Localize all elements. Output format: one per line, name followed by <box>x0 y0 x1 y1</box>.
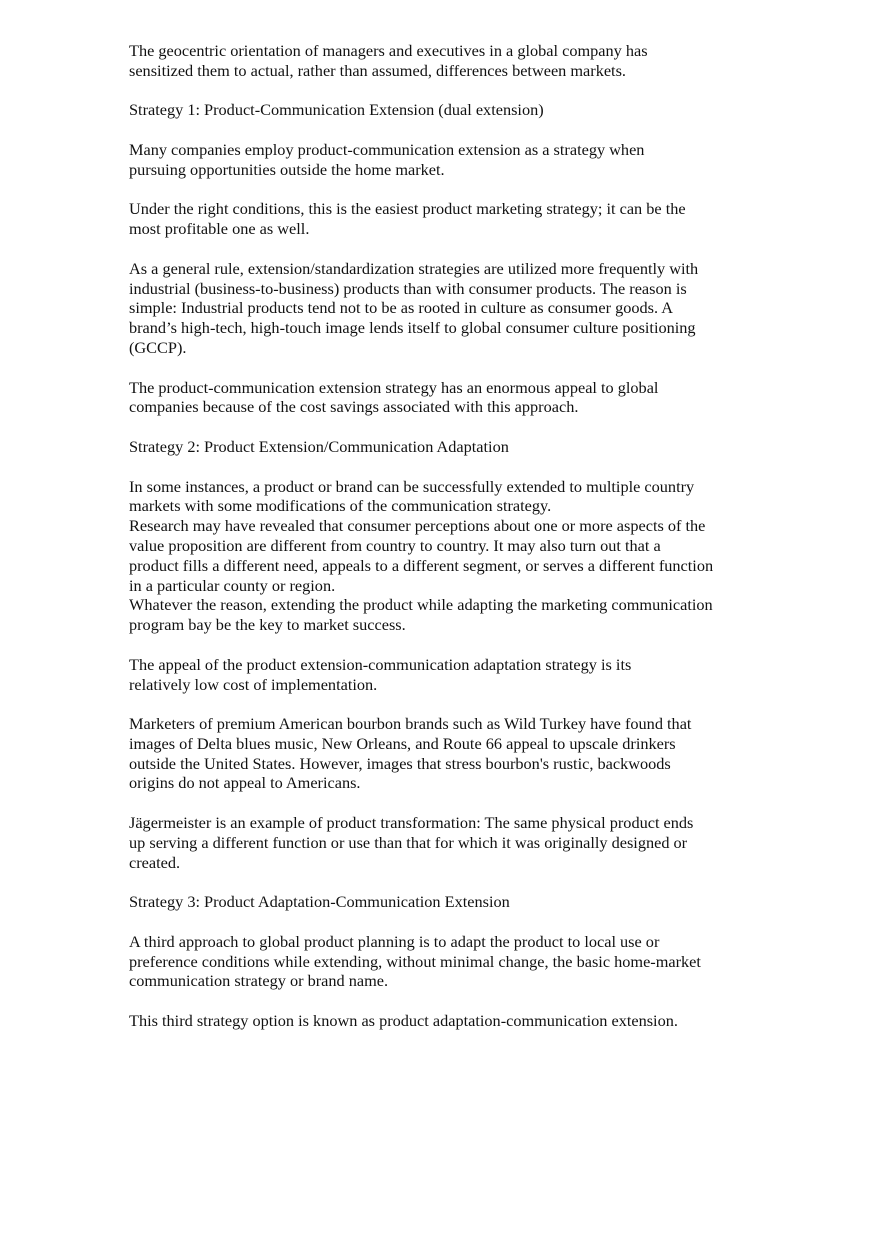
text-line: origins do not appeal to Americans. <box>129 773 361 793</box>
text-line: Whatever the reason, extending the product while adapting the marketing communication <box>129 595 713 615</box>
text-line: brand’s high-tech, high-touch image lends itself to global consumer culture positioning <box>129 318 696 338</box>
text-line: The appeal of the product extension-communication adaptation strategy is its <box>129 654 632 674</box>
paragraph-whatever-reason <box>129 595 769 635</box>
text-line: As a general rule, extension/standardization strategies are utilized more frequently with <box>129 258 699 278</box>
text-line: This third strategy option is known as product adaptation-communication extension. <box>129 1011 678 1031</box>
text-line: Many companies employ product-communication extension as a strategy when <box>129 139 645 159</box>
text-line: Marketers of premium American bourbon brands such as Wild Turkey have found that <box>129 714 692 734</box>
text-line: (GCCP). <box>129 337 187 357</box>
heading-strategy-2 <box>129 437 769 457</box>
paragraph-geocentric-orientation <box>129 41 769 81</box>
paragraph-appeal <box>129 655 769 695</box>
text-line: preference conditions while extending, without minimal change, the basic home-market <box>129 951 701 971</box>
document-page <box>129 41 769 1051</box>
text-line: markets with some modifications of the communication strategy. <box>129 496 552 516</box>
text-line: The product-communication extension strategy has an enormous appeal to global <box>129 377 659 397</box>
heading-text: Strategy 1: Product-Communication Extension (dual extension) <box>129 100 544 120</box>
paragraph-many-companies <box>129 140 769 180</box>
text-line: program bay be the key to market success. <box>129 615 406 635</box>
text-line: Under the right conditions, this is the easiest product marketing strategy; it can be the <box>129 199 686 219</box>
paragraph-jagermeister <box>129 813 769 872</box>
text-line: Jägermeister is an example of product transformation: The same physical product ends <box>129 813 694 833</box>
text-line: communication strategy or brand name. <box>129 971 389 991</box>
paragraph-research <box>129 516 769 595</box>
text-line: companies because of the cost savings associated with this approach. <box>129 397 579 417</box>
text-line: most profitable one as well. <box>129 219 310 239</box>
paragraph-some-instances <box>129 477 769 517</box>
text-line: In some instances, a product or brand can be successfully extended to multiple country <box>129 476 695 496</box>
text-line: product fills a different need, appeals to a different segment, or serves a different function <box>129 555 714 575</box>
text-line: pursuing opportunities outside the home market. <box>129 159 445 179</box>
text-line: value proposition are different from country to country. It may also turn out that a <box>129 535 661 555</box>
paragraph-cost-savings <box>129 378 769 418</box>
text-line: simple: Industrial products tend not to be as rooted in culture as consumer goods. A <box>129 298 673 318</box>
text-line: relatively low cost of implementation. <box>129 674 378 694</box>
text-line: outside the United States. However, images that stress bourbon's rustic, backwoods <box>129 753 671 773</box>
text-line: industrial (business-to-business) products than with consumer products. The reason is <box>129 278 687 298</box>
heading-strategy-3 <box>129 892 769 912</box>
text-line: sensitized them to actual, rather than assumed, differences between markets. <box>129 60 626 80</box>
text-line: The geocentric orientation of managers and executives in a global company has <box>129 41 648 60</box>
text-line: Research may have revealed that consumer perceptions about one or more aspects of the <box>129 516 706 536</box>
text-line: up serving a different function or use than that for which it was originally designed or <box>129 832 688 852</box>
paragraph-third-option <box>129 1011 769 1031</box>
paragraph-third-approach <box>129 932 769 991</box>
text-line: A third approach to global product planning is to adapt the product to local use or <box>129 931 660 951</box>
heading-text: Strategy 3: Product Adaptation-Communication Extension <box>129 892 510 912</box>
paragraph-bourbon <box>129 714 769 793</box>
text-line: in a particular county or region. <box>129 575 336 595</box>
paragraph-right-conditions <box>129 199 769 239</box>
heading-strategy-1 <box>129 100 769 120</box>
text-line: created. <box>129 852 181 872</box>
text-line: images of Delta blues music, New Orleans, and Route 66 appeal to upscale drinkers <box>129 733 676 753</box>
heading-text: Strategy 2: Product Extension/Communication Adaptation <box>129 436 509 456</box>
paragraph-general-rule <box>129 259 769 358</box>
